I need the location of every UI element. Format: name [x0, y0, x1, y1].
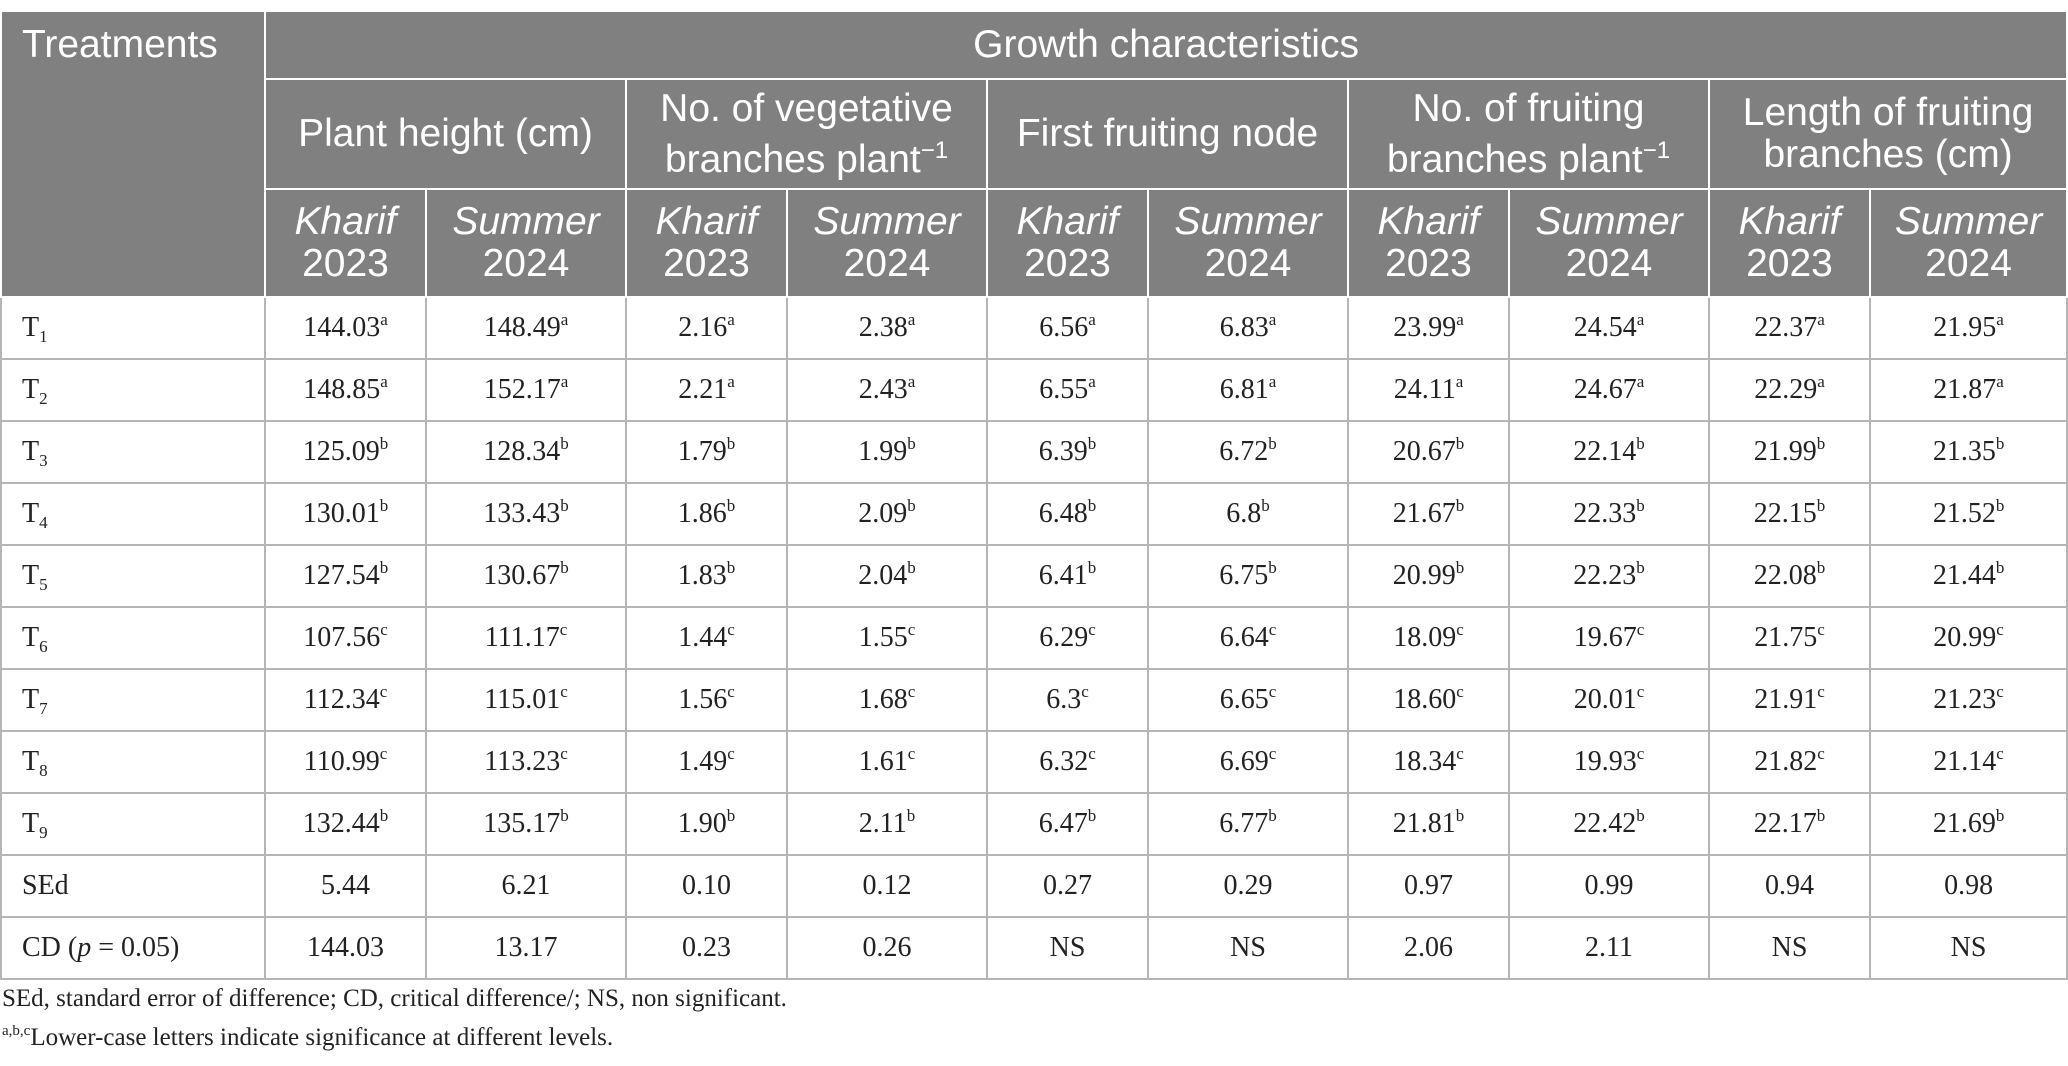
- table-row: [1, 607, 2067, 669]
- table-cell: 5.44: [265, 855, 426, 917]
- row-label: $T_9$: [1, 793, 265, 855]
- table-cell: 6.47$^b$: [987, 793, 1148, 855]
- season-year: 2023: [302, 242, 389, 285]
- table-cell: 6.55$^a$: [987, 359, 1148, 421]
- row-label: $T_7$: [1, 669, 265, 731]
- table-cell: 6.21: [426, 855, 626, 917]
- table-cell: 6.64$^c$: [1148, 607, 1348, 669]
- table-body: [1, 297, 2067, 979]
- table-cell: 22.08$^b$: [1709, 545, 1870, 607]
- table-cell: 21.91$^c$: [1709, 669, 1870, 731]
- season-header: [987, 189, 1148, 297]
- table-cell: 18.09$^c$: [1348, 607, 1509, 669]
- table-cell: NS: [987, 917, 1148, 979]
- table-cell: 22.42$^b$: [1509, 793, 1709, 855]
- table-cell: 6.48$^b$: [987, 483, 1148, 545]
- table-cell: 6.39$^b$: [987, 421, 1148, 483]
- table-cell: 130.01$^b$: [265, 483, 426, 545]
- table-cell: 6.83$^a$: [1148, 297, 1348, 359]
- table-cell: 6.81$^a$: [1148, 359, 1348, 421]
- table-cell: 2.09$^b$: [787, 483, 987, 545]
- row-label: $T_8$: [1, 731, 265, 793]
- table-cell: 2.21$^a$: [626, 359, 787, 421]
- table-cell: 21.35$^b$: [1870, 421, 2067, 483]
- table-cell: 21.44$^b$: [1870, 545, 2067, 607]
- table-cell: 1.44$^c$: [626, 607, 787, 669]
- table-cell: 0.99: [1509, 855, 1709, 917]
- season-header: [426, 189, 626, 297]
- table-cell: 144.03: [265, 917, 426, 979]
- table-cell: 24.54$^a$: [1509, 297, 1709, 359]
- table-cell: 2.43$^a$: [787, 359, 987, 421]
- table-cell: 2.11: [1509, 917, 1709, 979]
- table-cell: 6.72$^b$: [1148, 421, 1348, 483]
- row-label: $T_4$: [1, 483, 265, 545]
- table-cell: 22.37$^a$: [1709, 297, 1870, 359]
- table-cell: 21.67$^b$: [1348, 483, 1509, 545]
- table-cell: 0.98: [1870, 855, 2067, 917]
- table-cell: 24.67$^a$: [1509, 359, 1709, 421]
- season-header: [1148, 189, 1348, 297]
- table-cell: 0.27: [987, 855, 1148, 917]
- season-name: Summer: [813, 200, 961, 243]
- table-cell: 111.17$^c$: [426, 607, 626, 669]
- table-cell: 0.10: [626, 855, 787, 917]
- table-row: [1, 545, 2067, 607]
- table-cell: 21.82$^c$: [1709, 731, 1870, 793]
- growth-characteristics-header: Growth characteristics: [265, 11, 2067, 79]
- season-name: Kharif: [655, 200, 758, 243]
- season-year: 2024: [482, 242, 570, 285]
- table-cell: 133.43$^b$: [426, 483, 626, 545]
- table-row: [1, 359, 2067, 421]
- table-cell: 22.23$^b$: [1509, 545, 1709, 607]
- table-cell: 6.29$^c$: [987, 607, 1148, 669]
- table-cell: 6.41$^b$: [987, 545, 1148, 607]
- table-row: [1, 421, 2067, 483]
- season-year: 2024: [1204, 242, 1292, 285]
- table-cell: NS: [1709, 917, 1870, 979]
- table-cell: 0.97: [1348, 855, 1509, 917]
- table-row: [1, 793, 2067, 855]
- table-cell: 0.12: [787, 855, 987, 917]
- row-label: CD (p = 0.05): [1, 917, 265, 979]
- table-cell: 20.99$^c$: [1870, 607, 2067, 669]
- table-row: [1, 297, 2067, 359]
- table-cell: 107.56$^c$: [265, 607, 426, 669]
- table-cell: 1.55$^c$: [787, 607, 987, 669]
- table-cell: 0.26: [787, 917, 987, 979]
- season-name: Summer: [1174, 200, 1322, 243]
- table-cell: 0.94: [1709, 855, 1870, 917]
- table-row: [1, 917, 2067, 979]
- table-cell: 2.04$^b$: [787, 545, 987, 607]
- season-year: 2023: [1746, 242, 1833, 285]
- table-cell: 1.49$^c$: [626, 731, 787, 793]
- table-cell: 125.09$^b$: [265, 421, 426, 483]
- table-cell: 6.56$^a$: [987, 297, 1148, 359]
- table-cell: 21.95$^a$: [1870, 297, 2067, 359]
- row-label: $T_1$: [1, 297, 265, 359]
- table-cell: 2.06: [1348, 917, 1509, 979]
- table-cell: 110.99$^c$: [265, 731, 426, 793]
- table-cell: 23.99$^a$: [1348, 297, 1509, 359]
- table-cell: 6.32$^c$: [987, 731, 1148, 793]
- season-header: [1509, 189, 1709, 297]
- season-header: [265, 189, 426, 297]
- table-cell: 18.60$^c$: [1348, 669, 1509, 731]
- season-name: Kharif: [294, 200, 397, 243]
- table-cell: 20.67$^b$: [1348, 421, 1509, 483]
- table-cell: 113.23$^c$: [426, 731, 626, 793]
- table-cell: 21.99$^b$: [1709, 421, 1870, 483]
- table-cell: 1.86$^b$: [626, 483, 787, 545]
- season-header: [1348, 189, 1509, 297]
- table-cell: 22.17$^b$: [1709, 793, 1870, 855]
- season-year: 2024: [1565, 242, 1653, 285]
- season-year: 2023: [1024, 242, 1111, 285]
- table-cell: NS: [1148, 917, 1348, 979]
- season-header: [626, 189, 787, 297]
- table-cell: 6.75$^b$: [1148, 545, 1348, 607]
- footnote-abbreviations: SEd, standard error of difference; CD, critical difference/; NS, non significant.: [2, 985, 787, 1012]
- plant-height-header: Plant height (cm): [265, 79, 626, 189]
- table-cell: 13.17: [426, 917, 626, 979]
- season-header: [1870, 189, 2067, 297]
- row-label: $T_2$: [1, 359, 265, 421]
- treatments-header: Treatments: [1, 11, 265, 297]
- table-cell: 22.15$^b$: [1709, 483, 1870, 545]
- table-cell: 22.29$^a$: [1709, 359, 1870, 421]
- season-header: [787, 189, 987, 297]
- fruiting-branches-header: No. of fruiting branches plant$^{-1}$: [1348, 79, 1709, 189]
- table-cell: 1.90$^b$: [626, 793, 787, 855]
- table-cell: 21.52$^b$: [1870, 483, 2067, 545]
- row-label: SEd: [1, 855, 265, 917]
- table-row: [1, 855, 2067, 917]
- table-cell: 1.56$^c$: [626, 669, 787, 731]
- table-cell: 1.83$^b$: [626, 545, 787, 607]
- growth-characteristics-table: [0, 10, 2068, 980]
- table-cell: 2.16$^a$: [626, 297, 787, 359]
- row-label: $T_5$: [1, 545, 265, 607]
- season-year: 2023: [663, 242, 750, 285]
- table-cell: 21.14$^c$: [1870, 731, 2067, 793]
- footnote-letters-text: Lower-case letters indicate significance at different levels.: [30, 1024, 614, 1051]
- table-cell: 6.77$^b$: [1148, 793, 1348, 855]
- table-cell: 6.8$^b$: [1148, 483, 1348, 545]
- table-cell: 148.49$^a$: [426, 297, 626, 359]
- table-cell: 135.17$^b$: [426, 793, 626, 855]
- row-label: $T_6$: [1, 607, 265, 669]
- season-name: Summer: [1894, 200, 2043, 243]
- table-cell: 0.23: [626, 917, 787, 979]
- table-cell: 1.79$^b$: [626, 421, 787, 483]
- table-cell: 127.54$^b$: [265, 545, 426, 607]
- table-cell: 6.65$^c$: [1148, 669, 1348, 731]
- table-cell: 115.01$^c$: [426, 669, 626, 731]
- table-cell: 128.34$^b$: [426, 421, 626, 483]
- table-cell: 2.11$^b$: [787, 793, 987, 855]
- table-cell: 2.38$^a$: [787, 297, 987, 359]
- table-cell: 19.67$^c$: [1509, 607, 1709, 669]
- table-cell: 21.87$^a$: [1870, 359, 2067, 421]
- row-label: $T_3$: [1, 421, 265, 483]
- table-cell: 6.69$^c$: [1148, 731, 1348, 793]
- table-cell: 21.81$^b$: [1348, 793, 1509, 855]
- length-fruiting-branches-header: Length of fruiting branches (cm): [1709, 79, 2067, 189]
- table-cell: 144.03$^a$: [265, 297, 426, 359]
- season-name: Kharif: [1016, 200, 1119, 243]
- table-row: [1, 669, 2067, 731]
- table-cell: 21.75$^c$: [1709, 607, 1870, 669]
- season-name: Summer: [452, 200, 600, 243]
- table-cell: 6.3$^c$: [987, 669, 1148, 731]
- table-cell: 21.23$^c$: [1870, 669, 2067, 731]
- table-cell: 22.14$^b$: [1509, 421, 1709, 483]
- table-cell: 0.29: [1148, 855, 1348, 917]
- table-cell: 1.61$^c$: [787, 731, 987, 793]
- table-cell: 21.69$^b$: [1870, 793, 2067, 855]
- table-cell: 24.11$^a$: [1348, 359, 1509, 421]
- season-header-row: [1, 189, 2067, 297]
- table-cell: 152.17$^a$: [426, 359, 626, 421]
- season-name: Kharif: [1738, 200, 1841, 243]
- table-cell: NS: [1870, 917, 2067, 979]
- footnote-letters-superscript: a,b,c: [2, 1023, 31, 1039]
- season-year: 2024: [843, 242, 931, 285]
- table-cell: 132.44$^b$: [265, 793, 426, 855]
- vegetative-branches-header: No. of vegetative branches plant$^{-1}$: [626, 79, 987, 189]
- table-cell: 148.85$^a$: [265, 359, 426, 421]
- season-name: Summer: [1535, 200, 1683, 243]
- footnote-letters: [2, 1024, 613, 1052]
- table-cell: 130.67$^b$: [426, 545, 626, 607]
- table-cell: 19.93$^c$: [1509, 731, 1709, 793]
- table-cell: 1.68$^c$: [787, 669, 987, 731]
- season-year: 2023: [1385, 242, 1472, 285]
- table-row: [1, 483, 2067, 545]
- table-cell: 20.99$^b$: [1348, 545, 1509, 607]
- table-cell: 20.01$^c$: [1509, 669, 1709, 731]
- season-name: Kharif: [1377, 200, 1480, 243]
- season-header: [1709, 189, 1870, 297]
- table-cell: 112.34$^c$: [265, 669, 426, 731]
- table-row: [1, 731, 2067, 793]
- table-cell: 18.34$^c$: [1348, 731, 1509, 793]
- table-cell: 1.99$^b$: [787, 421, 987, 483]
- first-fruiting-node-header: First fruiting node: [987, 79, 1348, 189]
- season-year: 2024: [1925, 242, 2012, 285]
- table-cell: 22.33$^b$: [1509, 483, 1709, 545]
